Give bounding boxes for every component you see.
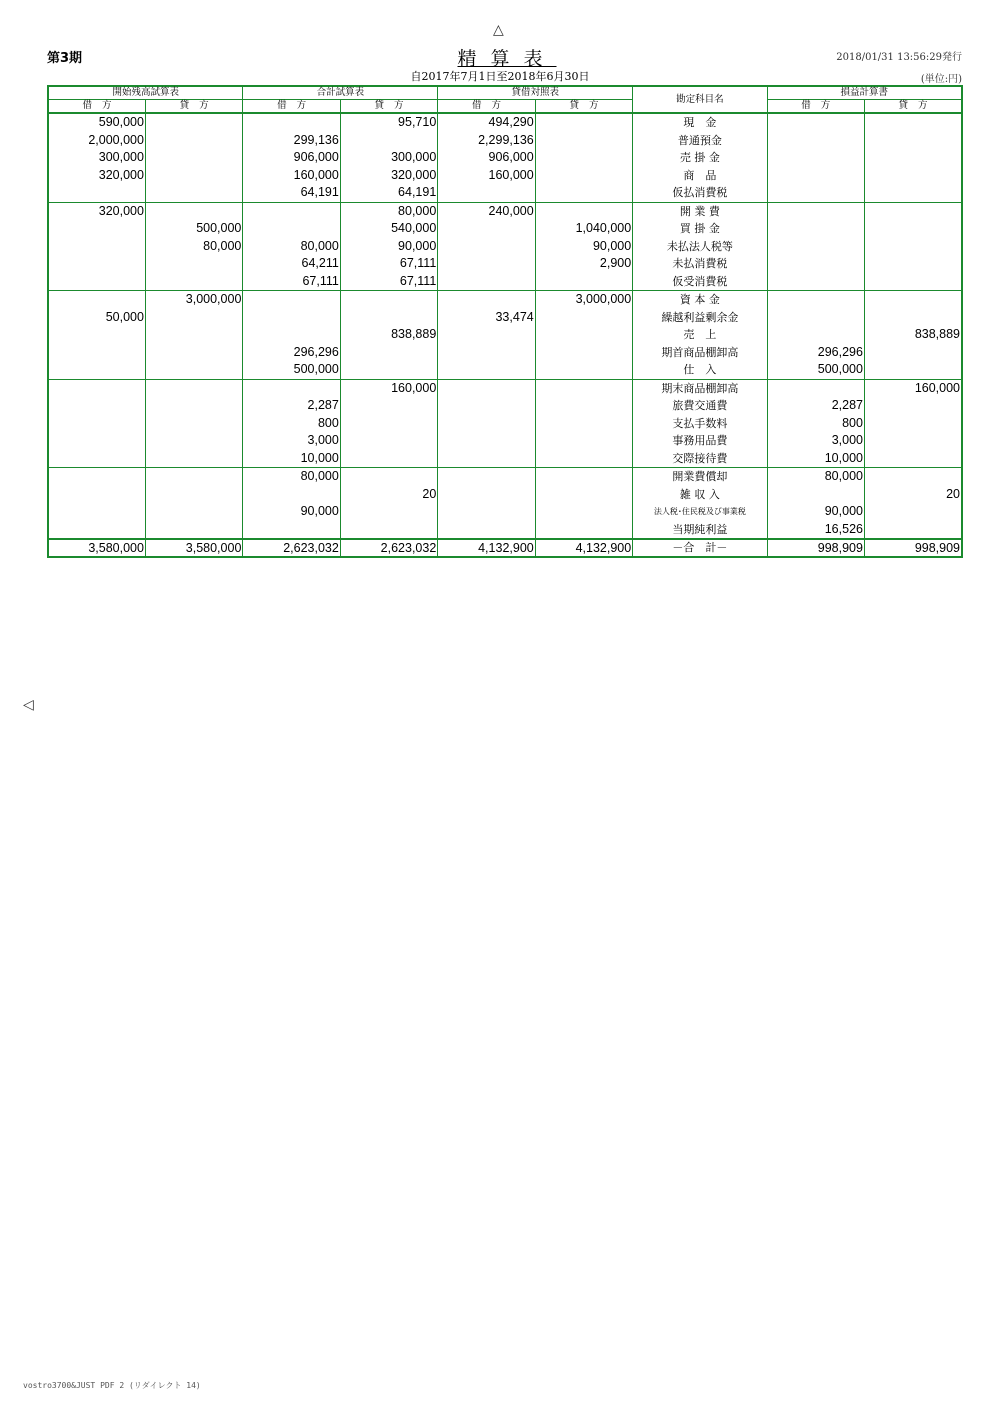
pl-credit-cell bbox=[864, 521, 962, 540]
account-name-cell: 開業費償却 bbox=[633, 468, 767, 486]
totals-credit-cell bbox=[340, 468, 437, 486]
opening-debit-cell bbox=[48, 468, 145, 486]
pl-debit-cell: 800 bbox=[767, 415, 864, 433]
totals-debit-cell: 64,211 bbox=[243, 255, 340, 273]
debit-header: 借方 bbox=[243, 100, 340, 114]
opening-debit-cell: 300,000 bbox=[48, 149, 145, 167]
bs-debit-cell: 494,290 bbox=[438, 113, 535, 132]
table-row bbox=[48, 415, 962, 433]
opening-credit-cell bbox=[145, 167, 242, 185]
pl-debit-cell bbox=[767, 184, 864, 202]
opening-credit-cell bbox=[145, 450, 242, 468]
pl-debit-cell bbox=[767, 220, 864, 238]
bs-debit-cell bbox=[438, 415, 535, 433]
account-name-cell: 資 本 金 bbox=[633, 291, 767, 309]
pl-debit-cell bbox=[767, 309, 864, 327]
account-name-cell: 売 上 bbox=[633, 326, 767, 344]
table-row bbox=[48, 113, 962, 132]
bs-credit-cell: 1,040,000 bbox=[535, 220, 632, 238]
totals-debit-cell: 2,287 bbox=[243, 397, 340, 415]
bs-debit-cell bbox=[438, 326, 535, 344]
opening-credit-cell bbox=[145, 202, 242, 220]
bs-credit-cell bbox=[535, 503, 632, 521]
table-row bbox=[48, 432, 962, 450]
totals-credit-cell: 838,889 bbox=[340, 326, 437, 344]
bs-credit-cell bbox=[535, 450, 632, 468]
bs-credit-cell bbox=[535, 397, 632, 415]
totals-debit-cell: 80,000 bbox=[243, 238, 340, 256]
account-name-cell: 未払消費税 bbox=[633, 255, 767, 273]
group-header-opening: 開始残高試算表 bbox=[48, 86, 243, 100]
totals-debit-cell: 800 bbox=[243, 415, 340, 433]
opening-credit-cell: 80,000 bbox=[145, 238, 242, 256]
totals-credit-cell bbox=[340, 450, 437, 468]
date-range: 自2017年7月1日至2018年6月30日 bbox=[410, 70, 590, 83]
account-name-cell: 繰越利益剰余金 bbox=[633, 309, 767, 327]
account-name-cell: 期末商品棚卸高 bbox=[633, 379, 767, 397]
opening-debit-cell: 320,000 bbox=[48, 202, 145, 220]
opening-credit-cell: 3,580,000 bbox=[145, 539, 242, 557]
totals-credit-cell bbox=[340, 521, 437, 540]
bs-credit-cell: 90,000 bbox=[535, 238, 632, 256]
bs-debit-cell bbox=[438, 468, 535, 486]
opening-debit-cell bbox=[48, 184, 145, 202]
totals-debit-cell: 906,000 bbox=[243, 149, 340, 167]
pl-credit-cell bbox=[864, 432, 962, 450]
opening-credit-cell bbox=[145, 273, 242, 291]
totals-debit-cell bbox=[243, 291, 340, 309]
opening-credit-cell bbox=[145, 344, 242, 362]
totals-credit-cell: 160,000 bbox=[340, 379, 437, 397]
pl-debit-cell: 80,000 bbox=[767, 468, 864, 486]
pl-debit-cell: 90,000 bbox=[767, 503, 864, 521]
total-row bbox=[48, 539, 962, 557]
pl-credit-cell bbox=[864, 184, 962, 202]
opening-debit-cell bbox=[48, 361, 145, 379]
opening-debit-cell bbox=[48, 326, 145, 344]
debit-header: 借方 bbox=[48, 100, 145, 114]
account-name-cell: 現 金 bbox=[633, 113, 767, 132]
bs-debit-cell bbox=[438, 521, 535, 540]
pl-debit-cell: 998,909 bbox=[767, 539, 864, 557]
table-row bbox=[48, 309, 962, 327]
totals-debit-cell: 3,000 bbox=[243, 432, 340, 450]
table-row bbox=[48, 521, 962, 540]
bs-credit-cell bbox=[535, 309, 632, 327]
pl-credit-cell: 998,909 bbox=[864, 539, 962, 557]
table-row bbox=[48, 486, 962, 504]
opening-credit-cell bbox=[145, 503, 242, 521]
bs-debit-cell: 906,000 bbox=[438, 149, 535, 167]
bs-debit-cell bbox=[438, 397, 535, 415]
bs-credit-cell bbox=[535, 379, 632, 397]
totals-credit-cell bbox=[340, 344, 437, 362]
bs-debit-cell: 240,000 bbox=[438, 202, 535, 220]
totals-debit-cell: 160,000 bbox=[243, 167, 340, 185]
opening-debit-cell bbox=[48, 344, 145, 362]
totals-credit-cell bbox=[340, 361, 437, 379]
totals-debit-cell: 296,296 bbox=[243, 344, 340, 362]
pl-credit-cell bbox=[864, 309, 962, 327]
table-row bbox=[48, 184, 962, 202]
totals-credit-cell: 67,111 bbox=[340, 273, 437, 291]
opening-credit-cell bbox=[145, 468, 242, 486]
bs-credit-cell bbox=[535, 184, 632, 202]
totals-debit-cell: 80,000 bbox=[243, 468, 340, 486]
table-row bbox=[48, 202, 962, 220]
table-row bbox=[48, 220, 962, 238]
totals-credit-cell bbox=[340, 415, 437, 433]
totals-credit-cell bbox=[340, 132, 437, 150]
pl-debit-cell: 500,000 bbox=[767, 361, 864, 379]
opening-debit-cell bbox=[48, 273, 145, 291]
opening-credit-cell bbox=[145, 521, 242, 540]
table-row bbox=[48, 238, 962, 256]
bs-credit-cell bbox=[535, 326, 632, 344]
totals-credit-cell: 67,111 bbox=[340, 255, 437, 273]
pl-debit-cell bbox=[767, 167, 864, 185]
bs-credit-cell bbox=[535, 468, 632, 486]
totals-credit-cell: 2,623,032 bbox=[340, 539, 437, 557]
account-name-cell: 買 掛 金 bbox=[633, 220, 767, 238]
bs-debit-cell bbox=[438, 432, 535, 450]
page-title-text: 精算表 bbox=[457, 48, 557, 70]
table-row bbox=[48, 132, 962, 150]
bs-credit-cell bbox=[535, 149, 632, 167]
table-row bbox=[48, 379, 962, 397]
bs-credit-cell bbox=[535, 432, 632, 450]
account-name-cell: －合 計－ bbox=[633, 539, 767, 557]
worksheet-body bbox=[48, 113, 962, 557]
table-row bbox=[48, 273, 962, 291]
bs-credit-cell bbox=[535, 415, 632, 433]
account-name-cell: 期首商品棚卸高 bbox=[633, 344, 767, 362]
pl-debit-cell: 296,296 bbox=[767, 344, 864, 362]
opening-credit-cell bbox=[145, 113, 242, 132]
table-row bbox=[48, 326, 962, 344]
opening-debit-cell bbox=[48, 415, 145, 433]
bs-credit-cell bbox=[535, 132, 632, 150]
account-name-cell: 旅費交通費 bbox=[633, 397, 767, 415]
bs-debit-cell bbox=[438, 255, 535, 273]
opening-credit-cell: 3,000,000 bbox=[145, 291, 242, 309]
opening-credit-cell bbox=[145, 379, 242, 397]
pl-credit-cell bbox=[864, 167, 962, 185]
bs-debit-cell bbox=[438, 344, 535, 362]
bs-debit-cell bbox=[438, 273, 535, 291]
account-name-cell: 支払手数料 bbox=[633, 415, 767, 433]
pl-debit-cell bbox=[767, 291, 864, 309]
issued-timestamp: 2018/01/31 13:56:29発行 bbox=[836, 52, 962, 63]
pl-debit-cell bbox=[767, 255, 864, 273]
totals-credit-cell bbox=[340, 432, 437, 450]
pl-credit-cell bbox=[864, 273, 962, 291]
bs-debit-cell bbox=[438, 291, 535, 309]
footer-printer-label: vostro3700&JUST PDF 2 (リダイレクト 14) bbox=[23, 1381, 201, 1390]
opening-debit-cell: 3,580,000 bbox=[48, 539, 145, 557]
table-row bbox=[48, 344, 962, 362]
opening-debit-cell bbox=[48, 220, 145, 238]
totals-credit-cell: 540,000 bbox=[340, 220, 437, 238]
bs-debit-cell: 160,000 bbox=[438, 167, 535, 185]
pl-debit-cell: 2,287 bbox=[767, 397, 864, 415]
totals-debit-cell: 299,136 bbox=[243, 132, 340, 150]
opening-credit-cell: 500,000 bbox=[145, 220, 242, 238]
totals-debit-cell bbox=[243, 486, 340, 504]
bs-credit-cell bbox=[535, 486, 632, 504]
pl-credit-cell bbox=[864, 220, 962, 238]
pl-debit-cell bbox=[767, 202, 864, 220]
group-header-income-statement: 損益計算書 bbox=[767, 86, 962, 100]
table-row bbox=[48, 450, 962, 468]
table-row bbox=[48, 503, 962, 521]
account-name-cell: 法人税･住民税及び事業税 bbox=[633, 503, 767, 521]
pl-debit-cell bbox=[767, 113, 864, 132]
pl-credit-cell bbox=[864, 132, 962, 150]
credit-header: 貸方 bbox=[864, 100, 962, 114]
opening-credit-cell bbox=[145, 415, 242, 433]
bs-credit-cell: 3,000,000 bbox=[535, 291, 632, 309]
pl-debit-cell bbox=[767, 379, 864, 397]
bs-credit-cell: 4,132,900 bbox=[535, 539, 632, 557]
unit-label: (単位:円) bbox=[920, 74, 962, 85]
credit-header: 貸方 bbox=[145, 100, 242, 114]
pl-debit-cell bbox=[767, 132, 864, 150]
bs-debit-cell: 2,299,136 bbox=[438, 132, 535, 150]
pl-debit-cell bbox=[767, 273, 864, 291]
totals-debit-cell: 2,623,032 bbox=[243, 539, 340, 557]
opening-debit-cell bbox=[48, 432, 145, 450]
totals-debit-cell bbox=[243, 113, 340, 132]
pl-credit-cell bbox=[864, 149, 962, 167]
pl-credit-cell bbox=[864, 468, 962, 486]
totals-credit-cell bbox=[340, 503, 437, 521]
bs-credit-cell bbox=[535, 113, 632, 132]
opening-credit-cell bbox=[145, 132, 242, 150]
account-name-cell: 商 品 bbox=[633, 167, 767, 185]
pl-debit-cell bbox=[767, 326, 864, 344]
group-header-totals: 合計試算表 bbox=[243, 86, 438, 100]
opening-debit-cell bbox=[48, 397, 145, 415]
account-name-cell: 当期純利益 bbox=[633, 521, 767, 540]
bs-debit-cell bbox=[438, 379, 535, 397]
bs-debit-cell bbox=[438, 184, 535, 202]
pl-credit-cell: 160,000 bbox=[864, 379, 962, 397]
account-name-cell: 仕 入 bbox=[633, 361, 767, 379]
totals-debit-cell: 500,000 bbox=[243, 361, 340, 379]
pl-credit-cell bbox=[864, 202, 962, 220]
account-name-cell: 売 掛 金 bbox=[633, 149, 767, 167]
totals-debit-cell bbox=[243, 202, 340, 220]
bs-debit-cell bbox=[438, 450, 535, 468]
pl-debit-cell: 16,526 bbox=[767, 521, 864, 540]
group-header-balance-sheet: 貸借対照表 bbox=[438, 86, 633, 100]
bs-credit-cell bbox=[535, 167, 632, 185]
bs-debit-cell bbox=[438, 361, 535, 379]
opening-debit-cell bbox=[48, 255, 145, 273]
opening-credit-cell bbox=[145, 397, 242, 415]
totals-credit-cell: 320,000 bbox=[340, 167, 437, 185]
table-row bbox=[48, 361, 962, 379]
opening-credit-cell bbox=[145, 432, 242, 450]
pl-debit-cell bbox=[767, 149, 864, 167]
totals-credit-cell bbox=[340, 397, 437, 415]
opening-debit-cell bbox=[48, 291, 145, 309]
totals-debit-cell bbox=[243, 220, 340, 238]
totals-credit-cell bbox=[340, 291, 437, 309]
bs-credit-cell bbox=[535, 202, 632, 220]
account-name-cell: 普通預金 bbox=[633, 132, 767, 150]
bs-credit-cell bbox=[535, 521, 632, 540]
bs-debit-cell bbox=[438, 238, 535, 256]
totals-credit-cell: 300,000 bbox=[340, 149, 437, 167]
account-name-cell: 開 業 費 bbox=[633, 202, 767, 220]
pl-credit-cell: 20 bbox=[864, 486, 962, 504]
table-row bbox=[48, 291, 962, 309]
opening-credit-cell bbox=[145, 361, 242, 379]
totals-debit-cell: 64,191 bbox=[243, 184, 340, 202]
totals-credit-cell: 80,000 bbox=[340, 202, 437, 220]
totals-debit-cell bbox=[243, 326, 340, 344]
bs-credit-cell bbox=[535, 361, 632, 379]
pl-credit-cell bbox=[864, 503, 962, 521]
bs-debit-cell bbox=[438, 220, 535, 238]
opening-debit-cell bbox=[48, 238, 145, 256]
totals-debit-cell bbox=[243, 379, 340, 397]
bs-credit-cell bbox=[535, 273, 632, 291]
opening-debit-cell bbox=[48, 450, 145, 468]
opening-debit-cell: 320,000 bbox=[48, 167, 145, 185]
debit-header: 借方 bbox=[438, 100, 535, 114]
table-row bbox=[48, 149, 962, 167]
credit-header: 貸方 bbox=[535, 100, 632, 114]
table-row bbox=[48, 468, 962, 486]
bs-credit-cell: 2,900 bbox=[535, 255, 632, 273]
totals-credit-cell: 90,000 bbox=[340, 238, 437, 256]
opening-debit-cell bbox=[48, 521, 145, 540]
account-header: 勘定科目名 bbox=[633, 86, 767, 113]
bs-debit-cell bbox=[438, 486, 535, 504]
opening-credit-cell bbox=[145, 149, 242, 167]
pl-credit-cell bbox=[864, 450, 962, 468]
table-row bbox=[48, 167, 962, 185]
pl-credit-cell bbox=[864, 255, 962, 273]
pl-debit-cell: 3,000 bbox=[767, 432, 864, 450]
account-name-cell: 仮払消費税 bbox=[633, 184, 767, 202]
opening-debit-cell: 590,000 bbox=[48, 113, 145, 132]
debit-header: 借方 bbox=[767, 100, 864, 114]
totals-debit-cell: 90,000 bbox=[243, 503, 340, 521]
pl-debit-cell: 10,000 bbox=[767, 450, 864, 468]
totals-credit-cell bbox=[340, 309, 437, 327]
totals-debit-cell bbox=[243, 309, 340, 327]
opening-credit-cell bbox=[145, 309, 242, 327]
totals-debit-cell bbox=[243, 521, 340, 540]
opening-debit-cell: 50,000 bbox=[48, 309, 145, 327]
bs-credit-cell bbox=[535, 344, 632, 362]
totals-credit-cell: 20 bbox=[340, 486, 437, 504]
top-marker-icon: △ bbox=[493, 22, 504, 38]
table-row bbox=[48, 255, 962, 273]
period-label: 第3期 bbox=[47, 51, 83, 66]
bs-debit-cell bbox=[438, 503, 535, 521]
bs-debit-cell: 33,474 bbox=[438, 309, 535, 327]
pl-credit-cell bbox=[864, 361, 962, 379]
bs-debit-cell: 4,132,900 bbox=[438, 539, 535, 557]
opening-debit-cell bbox=[48, 486, 145, 504]
opening-debit-cell bbox=[48, 503, 145, 521]
account-name-cell: 仮受消費税 bbox=[633, 273, 767, 291]
account-name-cell: 事務用品費 bbox=[633, 432, 767, 450]
pl-credit-cell bbox=[864, 415, 962, 433]
pl-credit-cell bbox=[864, 397, 962, 415]
account-name-cell: 未払法人税等 bbox=[633, 238, 767, 256]
pl-credit-cell bbox=[864, 238, 962, 256]
account-name-cell: 交際接待費 bbox=[633, 450, 767, 468]
totals-credit-cell: 95,710 bbox=[340, 113, 437, 132]
pl-credit-cell bbox=[864, 291, 962, 309]
credit-header: 貸方 bbox=[340, 100, 437, 114]
opening-debit-cell: 2,000,000 bbox=[48, 132, 145, 150]
worksheet-table bbox=[47, 85, 963, 558]
totals-credit-cell: 64,191 bbox=[340, 184, 437, 202]
opening-credit-cell bbox=[145, 184, 242, 202]
table-row bbox=[48, 397, 962, 415]
pl-credit-cell bbox=[864, 113, 962, 132]
opening-debit-cell bbox=[48, 379, 145, 397]
totals-debit-cell: 67,111 bbox=[243, 273, 340, 291]
opening-credit-cell bbox=[145, 486, 242, 504]
pl-debit-cell bbox=[767, 486, 864, 504]
pl-credit-cell bbox=[864, 344, 962, 362]
account-name-cell: 雑 収 入 bbox=[633, 486, 767, 504]
pl-debit-cell bbox=[767, 238, 864, 256]
left-marker-icon: ◁ bbox=[23, 697, 34, 713]
totals-debit-cell: 10,000 bbox=[243, 450, 340, 468]
opening-credit-cell bbox=[145, 255, 242, 273]
pl-credit-cell: 838,889 bbox=[864, 326, 962, 344]
opening-credit-cell bbox=[145, 326, 242, 344]
